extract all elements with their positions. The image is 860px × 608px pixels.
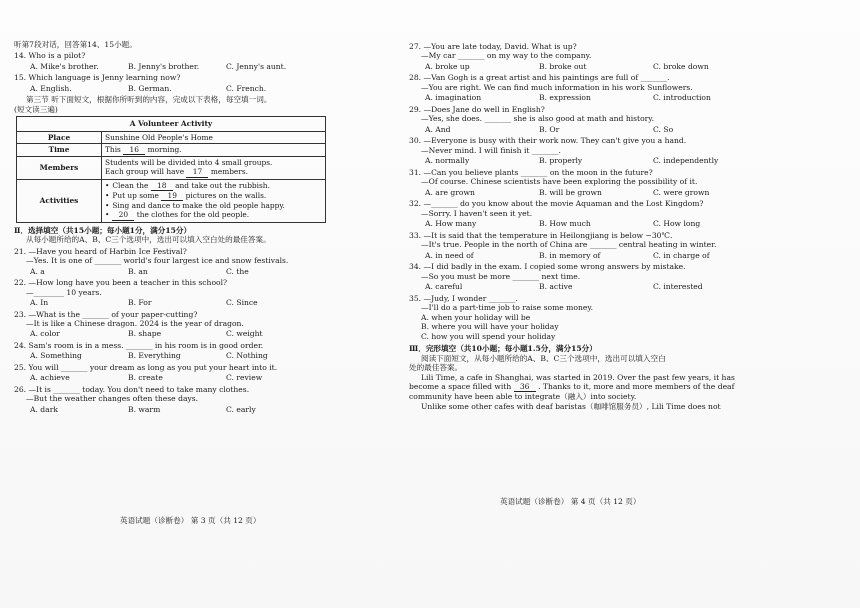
options xyxy=(425,125,829,134)
option-b[interactable]: B. expression xyxy=(539,93,591,103)
option-a[interactable]: A. careful xyxy=(425,282,463,292)
place-label: Place xyxy=(17,131,102,143)
option-c[interactable]: C. How long xyxy=(653,219,701,229)
question-33 xyxy=(409,231,829,260)
question-line-1: 31. —Can you believe plants _______ on the moon in the future? xyxy=(409,167,653,177)
option-b[interactable]: B. How much xyxy=(539,219,591,229)
section-3-note: (短文读三遍) xyxy=(14,104,58,114)
question-stem: 14. Who is a pilot? xyxy=(14,51,86,61)
question-line-2: —So you must be more _______ next time. xyxy=(421,271,581,281)
passage-2-pre: become a space filled with xyxy=(409,381,512,391)
option-a[interactable]: A. when your holiday will be xyxy=(421,312,531,322)
question-line-2: —Never mind. I will finish it _______. xyxy=(421,145,561,155)
option-b[interactable]: B. will be grown xyxy=(539,187,602,197)
blank-20[interactable]: 20 xyxy=(112,210,134,220)
question-line-2: —Yes, she does. _______ she is also good at math and history. xyxy=(421,114,654,124)
part-iii-title: Ⅲ．完形填空（共10小题；每小题1.5分，满分15分） xyxy=(409,344,597,354)
question-line-1: 21. —Have you heard of Harbin Ice Festival? xyxy=(14,246,187,256)
options xyxy=(425,219,829,228)
option-c[interactable]: C. independently xyxy=(653,156,719,166)
options xyxy=(30,351,394,360)
time-label: Time xyxy=(17,143,102,156)
option-b[interactable]: B. create xyxy=(128,373,163,383)
activities-label: Activities xyxy=(17,179,102,222)
option-c[interactable]: C. Jenny's aunt. xyxy=(226,61,287,71)
option-c[interactable]: C. in charge of xyxy=(653,250,710,260)
option-a[interactable]: A. English. xyxy=(30,83,72,93)
options xyxy=(425,62,829,71)
option-a[interactable]: A. How many xyxy=(425,219,477,229)
question-line-2: —But the weather changes often these days. xyxy=(26,394,199,404)
question-line-2: —It's true. People in the north of China are _______ central heating in winter. xyxy=(421,240,717,250)
left-column xyxy=(14,40,394,416)
option-c[interactable]: C. how you will spend your holiday xyxy=(421,331,556,341)
question-line-1: 32. —_______ do you know about the movie Aquaman and the Lost Kingdom? xyxy=(409,199,704,209)
option-b[interactable]: B. where you will have your holiday xyxy=(421,322,559,332)
options xyxy=(30,329,394,338)
question-26 xyxy=(14,385,394,414)
blank-36[interactable]: 36 xyxy=(514,382,536,392)
question-30 xyxy=(409,136,829,165)
option-b[interactable]: B. Jenny's brother. xyxy=(128,61,200,71)
option-c[interactable]: C. French. xyxy=(226,83,267,93)
option-c[interactable]: C. interested xyxy=(653,282,703,292)
volunteer-activity-table xyxy=(16,116,326,222)
question-line-1: 24. Sam's room is in a mess. _______ in his room is in good order. xyxy=(14,340,264,350)
act1-pre: Clean the xyxy=(112,180,149,190)
members-value xyxy=(102,157,326,180)
members-line-1: Students will be divided into 4 small groups. xyxy=(105,158,273,168)
passage-line-2 xyxy=(409,382,829,392)
option-a[interactable]: A. achieve xyxy=(30,373,70,383)
option-a[interactable]: A. normally xyxy=(425,156,470,166)
act4-post: the clothes for the old people. xyxy=(136,210,250,220)
question-line-1: 27. —You are late today, David. What is up? xyxy=(409,42,577,51)
passage-2-post: . Thanks to it, more and more members of the deaf xyxy=(538,381,735,391)
question-32 xyxy=(409,199,829,228)
option-a[interactable]: A. Mike's brother. xyxy=(30,61,99,71)
question-27 xyxy=(409,42,829,71)
option-a[interactable]: A. imagination xyxy=(425,93,482,103)
option-c[interactable]: C. introduction xyxy=(653,93,711,103)
page-footer-left: 英语试题（诊断卷） 第 3 页（共 12 页） xyxy=(120,516,261,525)
members-2-pre: Each group will have xyxy=(105,167,185,177)
option-c[interactable]: C. review xyxy=(226,373,263,383)
option-a[interactable]: A. a xyxy=(30,266,45,276)
question-28 xyxy=(409,73,829,102)
option-c[interactable]: C. broke down xyxy=(653,61,709,71)
act3-text: Sing and dance to make the old people happy. xyxy=(112,201,285,211)
question-35 xyxy=(409,294,829,341)
question-stem: 15. Which language is Jenny learning now? xyxy=(14,73,181,83)
option-b[interactable]: B. active xyxy=(539,282,573,292)
question-line-1: 29. —Does Jane do well in English? xyxy=(409,104,545,114)
time-post: morning. xyxy=(147,144,182,154)
question-34 xyxy=(409,262,829,291)
option-a[interactable]: A. broke up xyxy=(425,61,470,71)
options xyxy=(30,84,394,93)
option-b[interactable]: B. broke out xyxy=(539,61,587,71)
section-intro-7: 听第7段对话，回答第14、15小题。 xyxy=(14,40,137,49)
activity-item xyxy=(105,181,322,191)
members-2-post: members. xyxy=(210,167,248,177)
options xyxy=(425,188,829,197)
question-line-2: —________ 10 years. xyxy=(26,287,102,297)
option-a[interactable]: A. Something xyxy=(30,351,82,361)
passage-line-4: Unlike some other cafes with deaf baristas（咖啡馆服务员）, Lili Time does not xyxy=(421,401,721,411)
place-value: Sunshine Old People's Home xyxy=(102,131,326,143)
passage-line-1: Lili Time, a cafe in Shanghai, was started in 2019. Over the past few years, it has xyxy=(421,372,735,382)
option-b[interactable]: B. properly xyxy=(539,156,583,166)
question-15 xyxy=(14,73,394,93)
activity-item xyxy=(105,201,322,210)
question-31 xyxy=(409,168,829,197)
option-b[interactable]: B. For xyxy=(128,298,152,308)
bullet-icon: • xyxy=(105,190,110,200)
part-ii-title: Ⅱ．选择填空（共15小题；每小题1分，满分15分） xyxy=(14,225,192,235)
act2-pre: Put up some xyxy=(112,190,159,200)
options xyxy=(30,267,394,276)
option-c[interactable]: C. early xyxy=(226,404,256,414)
bullet-icon: • xyxy=(105,180,110,190)
question-line-2: —It is like a Chinese dragon. 2024 is the year of dragon. xyxy=(26,319,244,328)
option-b[interactable]: B. an xyxy=(128,266,148,276)
option-c[interactable]: C. were grown xyxy=(653,187,710,197)
options xyxy=(30,405,394,414)
blank-19[interactable]: 19 xyxy=(161,191,183,201)
question-line-2: —You are right. We can find much information in his work Sunflowers. xyxy=(421,82,693,92)
options xyxy=(425,282,829,291)
question-21 xyxy=(14,247,394,276)
question-line-2: —Yes. It is one of _______ world's four largest ice and snow festivals. xyxy=(26,256,289,266)
question-line-1: 30. —Everyone is busy with their work now. They can't give you a hand. xyxy=(409,136,687,146)
question-line-2: —Sorry. I haven't seen it yet. xyxy=(421,208,533,218)
question-22 xyxy=(14,278,394,307)
options xyxy=(30,62,394,71)
activity-item xyxy=(105,210,322,220)
option-b[interactable]: B. shape xyxy=(128,329,162,339)
option-c[interactable]: C. the xyxy=(226,266,249,276)
blank-18[interactable]: 18 xyxy=(151,181,173,191)
question-24 xyxy=(14,341,394,361)
members-label: Members xyxy=(17,157,102,180)
options xyxy=(30,373,394,382)
activities-value xyxy=(102,179,326,222)
options xyxy=(30,298,394,307)
options xyxy=(425,93,829,102)
blank-17[interactable]: 17 xyxy=(186,167,208,177)
section-3-instruction: 第三节 听下面短文，根据你所听到的内容，完成以下表格，每空填一词。 xyxy=(26,95,272,105)
question-line-2: —I'll do a part-time job to raise some money. xyxy=(421,303,594,313)
question-14 xyxy=(14,51,394,71)
act1-post: and take out the rubbish. xyxy=(175,180,270,190)
act2-post: pictures on the walls. xyxy=(185,190,267,200)
question-line-1: 28. —Van Gogh is a great artist and his paintings are full of _______. xyxy=(409,73,670,83)
part-ii-instruction: 从每小题所给的A、B、C三个选项中，选出可以填入空白处的最佳答案。 xyxy=(26,235,271,245)
bullet-icon: • xyxy=(105,210,110,220)
question-line-1: 26. —It is _______ today. You don't need to take many clothes. xyxy=(14,384,250,394)
question-25 xyxy=(14,363,394,383)
options xyxy=(425,251,829,260)
bullet-icon: • xyxy=(105,201,110,211)
options xyxy=(425,156,829,165)
question-line-1: 33. —It is said that the temperature in Heilongjiang is below −30℃. xyxy=(409,230,673,240)
option-a[interactable]: A. And xyxy=(425,124,451,134)
question-29 xyxy=(409,105,829,134)
question-line-1: 22. —How long have you been a teacher in this school? xyxy=(14,278,228,288)
right-column xyxy=(409,40,829,411)
option-c[interactable]: C. weight xyxy=(226,329,263,339)
option-a[interactable]: A. are grown xyxy=(425,187,475,197)
activity-item xyxy=(105,191,322,201)
question-line-1: 35. —Judy, I wonder _______. xyxy=(409,293,518,303)
option-b[interactable]: B. in memory of xyxy=(539,250,601,260)
time-value xyxy=(102,143,326,156)
page-footer-right: 英语试题（诊断卷） 第 4 页（共 12 页） xyxy=(500,497,641,506)
option-a[interactable]: A. color xyxy=(30,329,60,339)
time-pre: This xyxy=(105,144,121,154)
question-line-1: 23. —What is the _______ of your paper-cutting? xyxy=(14,309,198,319)
option-b[interactable]: B. Everything xyxy=(128,351,181,361)
blank-16[interactable]: 16 xyxy=(123,145,145,155)
option-a[interactable]: A. In xyxy=(30,298,49,308)
question-23 xyxy=(14,310,394,339)
question-line-1: 34. —I did badly in the exam. I copied some wrong answers by mistake. xyxy=(409,262,686,272)
members-line-2 xyxy=(105,167,322,177)
option-a[interactable]: A. in need of xyxy=(425,250,474,260)
option-c[interactable]: C. Since xyxy=(226,298,258,308)
option-b[interactable]: B. warm xyxy=(128,404,161,414)
part-iii-instruction-2: 处的最佳答案。 xyxy=(409,363,463,373)
passage-line-3: community have been able to integrate（融入）into society. xyxy=(409,392,637,402)
part-iii-instruction-1: 阅读下面短文，从每小题所给的A、B、C三个选项中，选出可以填入空白 xyxy=(421,353,666,363)
option-b[interactable]: B. Or xyxy=(539,124,560,134)
option-c[interactable]: C. Nothing xyxy=(226,351,268,361)
option-b[interactable]: B. German. xyxy=(128,83,172,93)
question-line-2: —My car _______ on my way to the company. xyxy=(421,51,592,61)
question-line-1: 25. You will _______ your dream as long as you put your heart into it. xyxy=(14,362,278,372)
table-title: A Volunteer Activity xyxy=(17,117,326,131)
option-c[interactable]: C. So xyxy=(653,124,674,134)
question-line-2: —Of course. Chinese scientists have been exploring the possibility of it. xyxy=(421,177,698,187)
option-a[interactable]: A. dark xyxy=(30,404,58,414)
